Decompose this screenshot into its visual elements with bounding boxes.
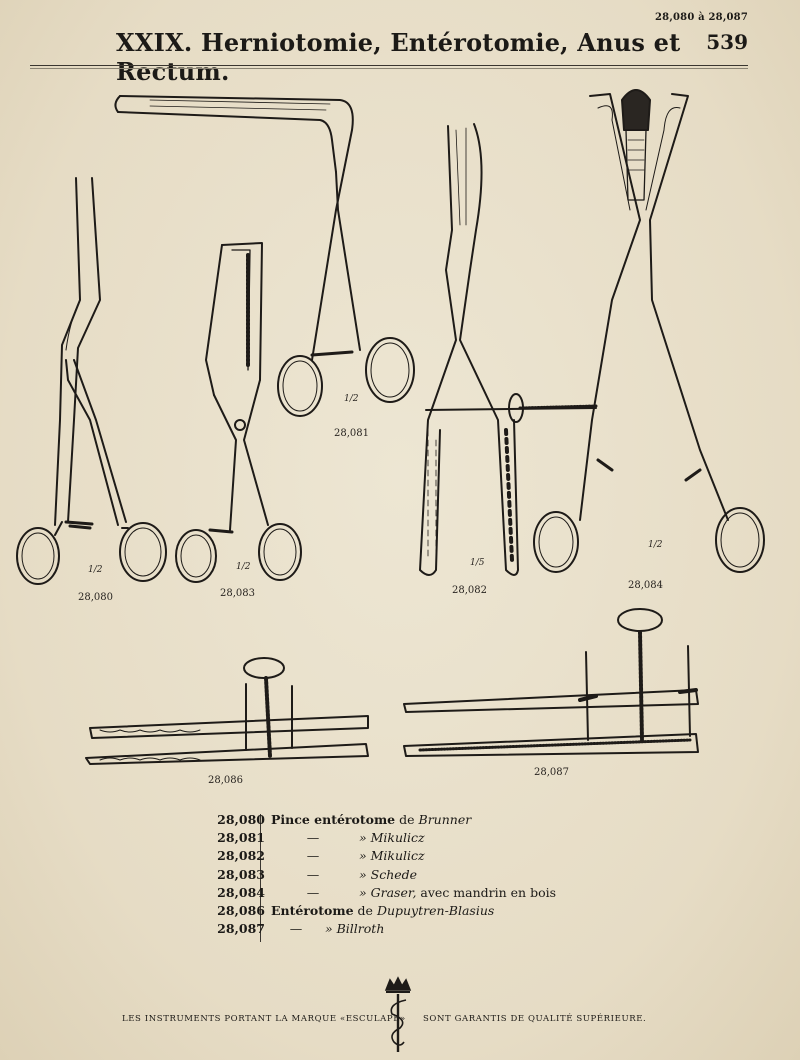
item-name: Entérotome [271, 902, 354, 918]
item-name: Pince entérotome [271, 812, 396, 827]
item-author: Schede [370, 866, 418, 882]
header-rule [30, 65, 748, 66]
instrument-28081-drawing [115, 96, 414, 416]
page-number: 539 [706, 30, 748, 54]
item-connector: » [358, 884, 367, 900]
item-name: — [306, 848, 320, 864]
item-author: Dupuytren-Blasius [376, 902, 495, 918]
figure-label-28081: 28,081 [334, 428, 369, 439]
esculape-logo-icon [378, 976, 418, 1056]
figure-label-28082: 28,082 [452, 585, 487, 596]
figure-scale-28080: 1/2 [88, 565, 103, 575]
figure-scale-28083: 1/2 [236, 562, 251, 572]
figure-scale-28084: 1/2 [648, 540, 663, 550]
item-number: 28,082 [217, 848, 265, 864]
instrument-illustrations [0, 80, 800, 800]
page-range: 28,080 à 28,087 [655, 12, 748, 23]
item-number: 28,084 [217, 884, 265, 900]
figure-scale-28081: 1/2 [344, 394, 359, 404]
item-connector: » [358, 866, 367, 882]
instrument-28086-drawing [86, 658, 368, 764]
item-extra: avec mandrin en bois [420, 884, 557, 900]
item-number: 28,080 [217, 812, 265, 827]
figure-label-28084: 28,084 [628, 580, 663, 591]
item-author: Brunner [418, 812, 472, 827]
item-author: Graser, [370, 884, 417, 900]
figure-label-28083: 28,083 [220, 588, 255, 599]
footer-right-text: SONT GARANTIS DE QUALITÉ SUPÉRIEURE. [423, 1014, 647, 1024]
item-name: — [306, 884, 320, 900]
figure-scale-28082: 1/5 [470, 558, 485, 568]
item-number: 28,087 [217, 921, 265, 937]
header-rule-thin [30, 68, 748, 69]
item-author: Mikulicz [370, 848, 425, 864]
item-connector: de [399, 812, 415, 827]
item-author: Mikulicz [370, 830, 425, 846]
item-name: — [306, 830, 320, 846]
item-number: 28,081 [217, 830, 265, 846]
footer-left-text: LES INSTRUMENTS PORTANT LA MARQUE «ESCULAPE» [122, 1014, 406, 1024]
item-connector: » [358, 848, 367, 864]
instrument-28087-drawing [404, 609, 698, 756]
page-title: XXIX. Herniotomie, Entérotomie, Anus et Rectum. [116, 28, 681, 86]
item-connector: de [357, 902, 373, 918]
item-connector: » [358, 830, 367, 846]
instrument-28084-drawing [534, 90, 764, 572]
item-name: — [289, 921, 303, 937]
item-author: Billroth [336, 921, 385, 937]
figure-label-28087: 28,087 [534, 767, 569, 778]
instrument-28080-drawing [17, 178, 166, 584]
item-connector: » [324, 921, 333, 937]
item-number: 28,083 [217, 866, 265, 882]
instrument-28082-drawing [420, 124, 596, 575]
figure-label-28080: 28,080 [78, 592, 113, 603]
instrument-28083-drawing [176, 243, 301, 582]
figure-label-28086: 28,086 [208, 775, 243, 786]
item-number: 28,086 [217, 902, 265, 918]
item-name: — [306, 866, 320, 882]
